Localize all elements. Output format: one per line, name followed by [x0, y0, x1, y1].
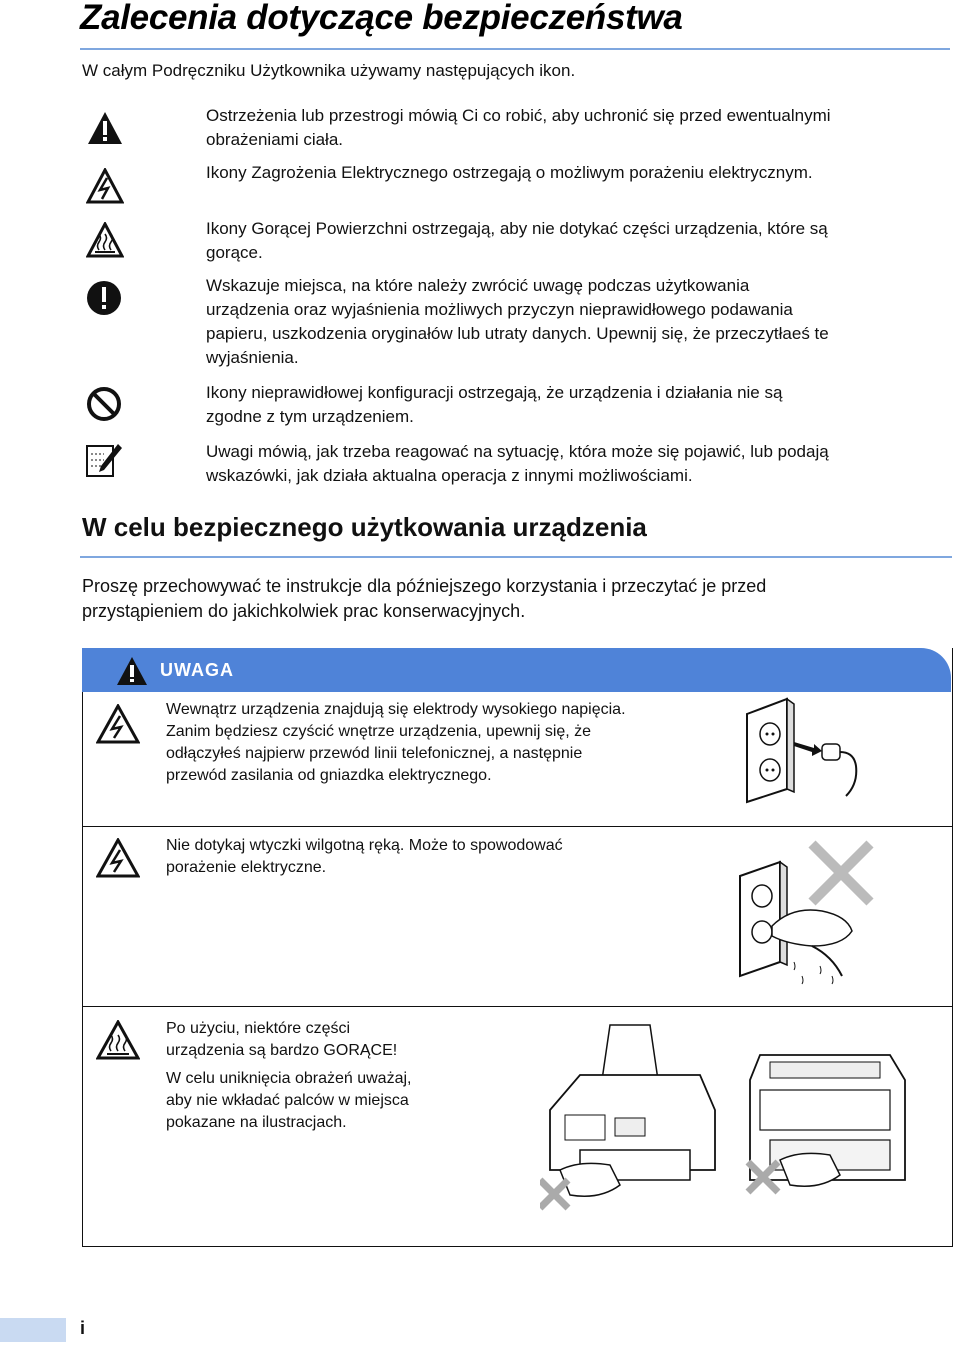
- warning-item1-line4: przewód zasilania od gniazdka elektrycznego.: [166, 767, 492, 784]
- warning-item3-line5: pokazane na ilustracjach.: [166, 1114, 347, 1131]
- legend-electric-line1: Ikony Zagrożenia Elektrycznego ostrzegają o możliwym porażeniu elektrycznym.: [206, 163, 813, 182]
- fax-machine-hot-parts-illustration-2: [740, 1050, 920, 1200]
- wet-hand-plug-illustration: [732, 836, 882, 996]
- wall-socket-unplug-illustration: [742, 694, 862, 804]
- prohibited-icon: [86, 386, 122, 422]
- warning-item1-line3: odłączyłeś najpierw przewód linii telefonicznej, a następnie: [166, 745, 583, 762]
- electrical-hazard-icon: [96, 704, 140, 744]
- warning-item3-line1: Po użyciu, niektóre części: [166, 1020, 351, 1037]
- section-paragraph: [82, 574, 932, 624]
- warning-label: UWAGA: [160, 660, 234, 680]
- legend-note-line1: Uwagi mówią, jak trzeba reagować na sytuację, która może się pojawić, lub podają: [206, 442, 829, 461]
- legend-prohibited-line1: Ikony nieprawidłowej konfiguracji ostrzegają, że urządzenia i działania nie są: [206, 383, 783, 402]
- section-paragraph-line1: Proszę przechowywać te instrukcje dla późniejszego korzystania i przeczytać je przed: [82, 576, 767, 596]
- warning-item2-line1: Nie dotykaj wtyczki wilgotną ręką. Może to spowodować: [166, 837, 563, 854]
- page-title: Zalecenia dotyczące bezpieczeństwa: [80, 0, 683, 37]
- warning-divider-2: [82, 1006, 952, 1007]
- legend-important-line4: wyjaśnienia.: [206, 348, 299, 367]
- warning-divider-1: [82, 826, 952, 827]
- warning-header-icon: [116, 656, 148, 686]
- warning-item3-line4: aby nie wkładać palców w miejsca: [166, 1092, 409, 1109]
- warning-item3-line2: urządzenia są bardzo GORĄCE!: [166, 1042, 398, 1059]
- legend-note-line2: wskazówki, jak działa aktualna operacja z innymi możliwościami.: [206, 466, 693, 485]
- legend-important-line1: Wskazuje miejsca, na które należy zwrócić uwagę podczas użytkowania: [206, 276, 750, 295]
- hot-surface-icon: [96, 1020, 140, 1060]
- legend-warning-line2: obrażeniami ciała.: [206, 130, 344, 149]
- page-number: i: [80, 1318, 86, 1338]
- legend-warning-line1: Ostrzeżenia lub przestrogi mówią Ci co robić, aby uchronić się przed ewentualnymi: [206, 106, 831, 125]
- hot-surface-icon: [86, 222, 124, 258]
- legend-important-line3: papieru, uszkodzenia oryginałów lub utraty danych. Upewnij się, że przeczytłaeś te: [206, 324, 829, 343]
- warning-item3-line3: W celu uniknięcia obrażeń uważaj,: [166, 1070, 412, 1087]
- section-title: W celu bezpiecznego użytkowania urządzenia: [82, 512, 647, 542]
- legend-hot-line1: Ikony Gorącej Powierzchni ostrzegają, aby nie dotykać części urządzenia, które są: [206, 219, 828, 238]
- footer-bar: [0, 1318, 66, 1342]
- legend-prohibited-line2: zgodne z tym urządzeniem.: [206, 407, 414, 426]
- title-rule: [80, 48, 950, 50]
- legend-hot-line2: gorące.: [206, 243, 263, 262]
- warning-item2-line2: porażenie elektryczne.: [166, 859, 327, 876]
- legend-important-line2: urządzenia oraz wyjaśnienia możliwych przyczyn nieprawidłowego podawania: [206, 300, 793, 319]
- intro-text: W całym Podręczniku Użytkownika używamy następujących ikon.: [82, 61, 576, 80]
- important-note-icon: [86, 280, 122, 316]
- warning-triangle-icon: [86, 110, 124, 146]
- section-paragraph-line2: przystąpieniem do jakichkolwiek prac konserwacyjnych.: [82, 601, 526, 621]
- warning-item1-line2: Zanim będziesz czyścić wnętrze urządzenia, upewnij się, że: [166, 723, 592, 740]
- electrical-hazard-icon: [96, 838, 140, 878]
- fax-machine-hot-parts-illustration-1: [540, 1020, 720, 1230]
- note-pencil-icon: [84, 440, 124, 480]
- warning-item1-line1: Wewnątrz urządzenia znajdują się elektrody wysokiego napięcia.: [166, 701, 626, 718]
- electrical-hazard-icon: [86, 168, 124, 204]
- section-rule: [80, 556, 952, 558]
